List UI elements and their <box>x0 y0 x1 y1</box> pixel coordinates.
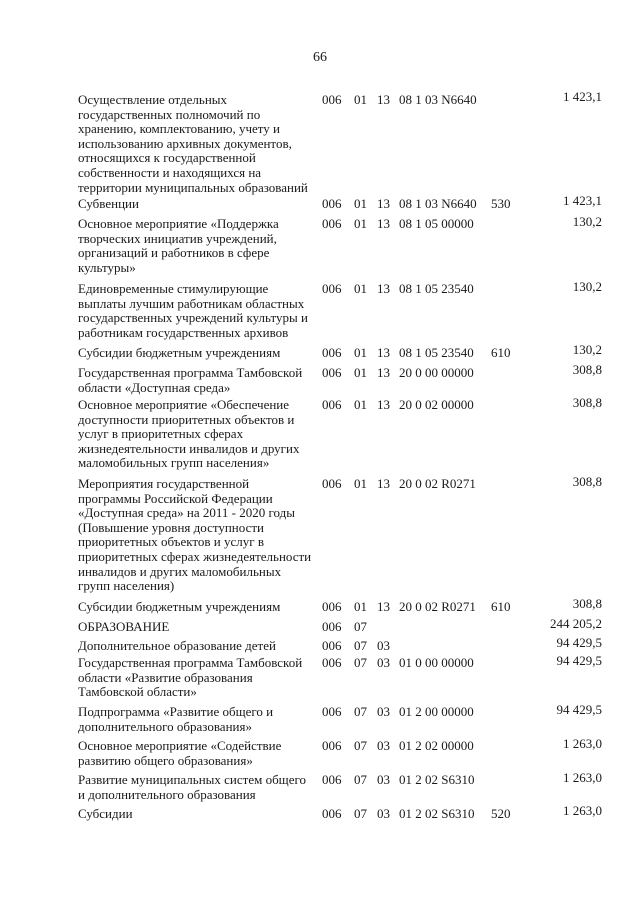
subsection-code: 13 <box>377 476 390 491</box>
vedom-code: 006 <box>322 704 342 719</box>
amount: 130,2 <box>572 214 602 229</box>
row-name: Основное мероприятие «Поддержка творческих инициатив учреждений, организаций и работников в сфере культуры» <box>78 216 279 275</box>
subsection-code: 03 <box>377 655 390 670</box>
amount: 130,2 <box>572 279 602 294</box>
subsection-code: 13 <box>377 365 390 380</box>
target-article-code: 20 0 00 00000 <box>399 365 474 380</box>
section-code: 01 <box>354 196 367 211</box>
amount: 1 263,0 <box>563 736 602 751</box>
amount: 308,8 <box>572 474 602 489</box>
row-name: Дополнительное образование детей <box>78 638 276 653</box>
target-article-code: 01 2 02 00000 <box>399 738 474 753</box>
vedom-code: 006 <box>322 476 342 491</box>
row-name: Основное мероприятие «Обеспечение доступности приоритетных объектов и услуг в приоритетных сферах жизнедеятельности инвалидов и других маломобильных групп населения» <box>78 397 300 471</box>
vedom-code: 006 <box>322 365 342 380</box>
row-name: Единовременные стимулирующие выплаты лучшим работникам областных государственных учреждений культуры и работникам государственных архивов <box>78 281 308 340</box>
amount: 308,8 <box>572 395 602 410</box>
amount: 130,2 <box>572 342 602 357</box>
section-code: 07 <box>354 806 367 821</box>
amount: 94 429,5 <box>556 653 602 668</box>
amount: 94 429,5 <box>556 702 602 717</box>
amount: 244 205,2 <box>550 616 602 631</box>
section-code: 07 <box>354 655 367 670</box>
section-code: 07 <box>354 772 367 787</box>
target-article-code: 08 1 05 23540 <box>399 345 474 360</box>
subsection-code: 13 <box>377 345 390 360</box>
section-code: 01 <box>354 365 367 380</box>
page-number: 66 <box>313 50 327 65</box>
amount: 1 263,0 <box>563 803 602 818</box>
expense-type-code: 610 <box>491 345 511 360</box>
section-code: 07 <box>354 638 367 653</box>
subsection-code: 13 <box>377 92 390 107</box>
subsection-code: 03 <box>377 738 390 753</box>
target-article-code: 20 0 02 00000 <box>399 397 474 412</box>
section-code: 01 <box>354 599 367 614</box>
target-article-code: 20 0 02 R0271 <box>399 476 476 491</box>
amount: 1 423,1 <box>563 193 602 208</box>
target-article-code: 01 2 02 S6310 <box>399 806 475 821</box>
vedom-code: 006 <box>322 345 342 360</box>
target-article-code: 20 0 02 R0271 <box>399 599 476 614</box>
vedom-code: 006 <box>322 196 342 211</box>
row-name: Субсидии <box>78 806 133 821</box>
section-code: 07 <box>354 619 367 634</box>
section-code: 07 <box>354 738 367 753</box>
subsection-code: 13 <box>377 196 390 211</box>
subsection-code: 03 <box>377 806 390 821</box>
section-code: 07 <box>354 704 367 719</box>
expense-type-code: 610 <box>491 599 511 614</box>
section-code: 01 <box>354 345 367 360</box>
section-code: 01 <box>354 92 367 107</box>
subsection-code: 03 <box>377 704 390 719</box>
subsection-code: 13 <box>377 599 390 614</box>
row-name: Субвенции <box>78 196 139 211</box>
target-article-code: 08 1 03 N6640 <box>399 92 477 107</box>
amount: 308,8 <box>572 596 602 611</box>
vedom-code: 006 <box>322 655 342 670</box>
section-code: 01 <box>354 216 367 231</box>
target-article-code: 08 1 05 23540 <box>399 281 474 296</box>
row-name: Государственная программа Тамбовской области «Доступная среда» <box>78 365 303 395</box>
subsection-code: 03 <box>377 772 390 787</box>
subsection-code: 13 <box>377 281 390 296</box>
row-name: Основное мероприятие «Содействие развитию общего образования» <box>78 738 282 768</box>
expense-type-code: 520 <box>491 806 511 821</box>
expense-type-code: 530 <box>491 196 511 211</box>
section-code: 01 <box>354 397 367 412</box>
vedom-code: 006 <box>322 281 342 296</box>
vedom-code: 006 <box>322 92 342 107</box>
target-article-code: 01 2 02 S6310 <box>399 772 475 787</box>
vedom-code: 006 <box>322 216 342 231</box>
amount: 94 429,5 <box>556 635 602 650</box>
row-name: Подпрограмма «Развитие общего и дополнительного образования» <box>78 704 274 734</box>
row-name: Развитие муниципальных систем общего и дополнительного образования <box>78 772 306 802</box>
row-name: Государственная программа Тамбовской области «Развитие образования Тамбовской области» <box>78 655 303 700</box>
vedom-code: 006 <box>322 638 342 653</box>
vedom-code: 006 <box>322 619 342 634</box>
target-article-code: 01 2 00 00000 <box>399 704 474 719</box>
section-code: 01 <box>354 281 367 296</box>
subsection-code: 13 <box>377 216 390 231</box>
section-code: 01 <box>354 476 367 491</box>
subsection-code: 03 <box>377 638 390 653</box>
vedom-code: 006 <box>322 397 342 412</box>
target-article-code: 08 1 05 00000 <box>399 216 474 231</box>
amount: 1 423,1 <box>563 89 602 104</box>
target-article-code: 08 1 03 N6640 <box>399 196 477 211</box>
amount: 1 263,0 <box>563 770 602 785</box>
amount: 308,8 <box>572 362 602 377</box>
subsection-code: 13 <box>377 397 390 412</box>
row-name: Субсидии бюджетным учреждениям <box>78 345 281 360</box>
vedom-code: 006 <box>322 738 342 753</box>
vedom-code: 006 <box>322 806 342 821</box>
vedom-code: 006 <box>322 772 342 787</box>
row-name: Осуществление отдельных государственных полномочий по хранению, комплектованию, учету и использованию архивных документов, относящихся к государственной собственности и находящихся на территории муниципальных образований <box>78 92 308 195</box>
target-article-code: 01 0 00 00000 <box>399 655 474 670</box>
row-name: Субсидии бюджетным учреждениям <box>78 599 281 614</box>
vedom-code: 006 <box>322 599 342 614</box>
row-name: Мероприятия государственной программы Российской Федерации «Доступная среда» на 2011 - 2020 годы (Повышение уровня доступности приоритетных объектов и услуг в приоритетных сферах жизнедеятельности инвалидов и других маломобильных групп населения) <box>78 476 312 594</box>
row-name: ОБРАЗОВАНИЕ <box>78 619 170 634</box>
